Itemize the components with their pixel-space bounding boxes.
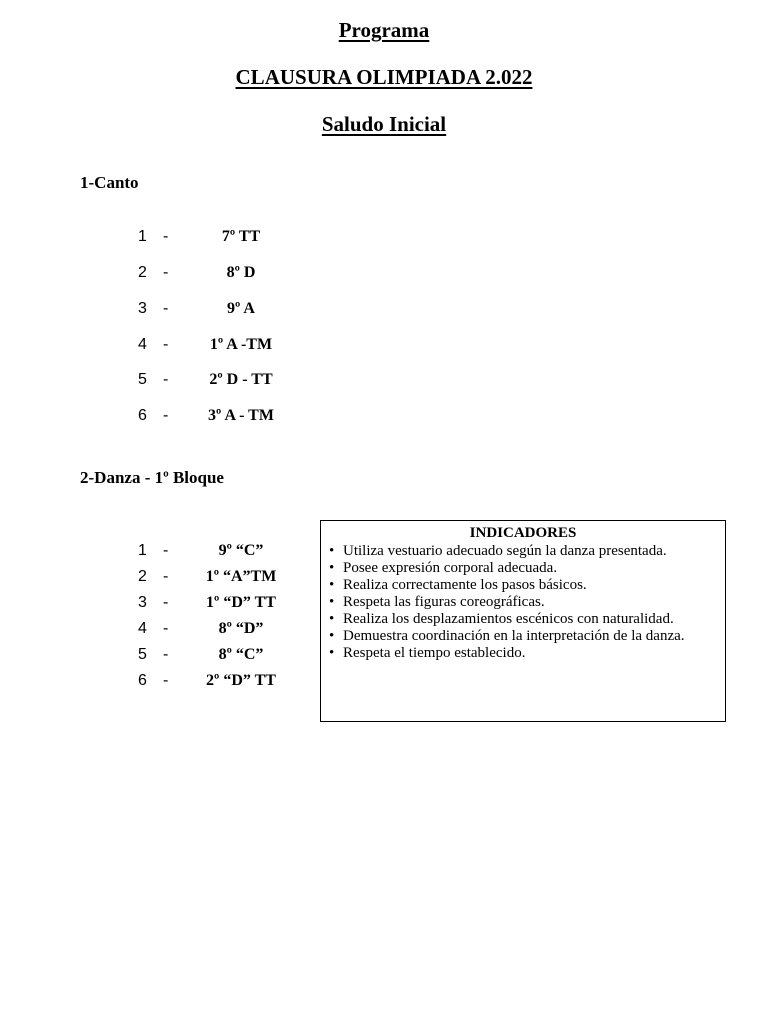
indicador-item	[329, 645, 717, 662]
page-title: Programa	[338, 18, 430, 42]
indicadores-box	[320, 520, 726, 722]
danza-item	[138, 618, 318, 640]
canto-item-label: 3º A - TM	[208, 407, 274, 424]
bullet-icon: •	[329, 594, 335, 610]
canto-item-number: 6	[138, 407, 147, 424]
indicador-text: Demuestra coordinación en la interpretación de la danza.	[343, 628, 685, 644]
danza-item-dash: -	[163, 568, 169, 585]
indicador-text: Realiza los desplazamientos escénicos con naturalidad.	[343, 611, 674, 627]
canto-item	[138, 298, 318, 320]
section-subtitle: Saludo Inicial	[321, 112, 447, 136]
indicador-text: Utiliza vestuario adecuado según la danza presentada.	[343, 543, 667, 559]
danza-item-label: 8º “D”	[218, 620, 264, 637]
danza-item	[138, 566, 318, 588]
canto-item-label: 1º A -TM	[209, 336, 273, 353]
bullet-icon: •	[329, 611, 335, 627]
danza-item-label: 2º “D” TT	[206, 672, 276, 689]
danza-item-label: 1º “A”TM	[205, 568, 277, 585]
danza-item	[138, 592, 318, 614]
canto-item-number: 2	[138, 264, 147, 281]
indicador-text: Respeta el tiempo establecido.	[343, 645, 526, 661]
canto-item	[138, 262, 318, 284]
canto-item-label: 8º D	[226, 264, 256, 281]
danza-item	[138, 540, 318, 562]
danza-item-number: 6	[138, 672, 147, 689]
canto-item-dash: -	[163, 228, 169, 245]
danza-item-dash: -	[163, 542, 169, 559]
canto-item-label: 9º A	[227, 300, 255, 317]
indicadores-list	[329, 543, 717, 662]
danza-item	[138, 670, 318, 692]
indicador-item	[329, 577, 717, 594]
canto-item-dash: -	[163, 407, 169, 424]
danza-item-number: 1	[138, 542, 147, 559]
danza-item-label: 1º “D” TT	[206, 594, 276, 611]
danza-item-label: 8º “C”	[218, 646, 264, 663]
canto-item-label: 7º TT	[221, 228, 261, 245]
danza-item-label: 9º “C”	[218, 542, 264, 559]
bullet-icon: •	[329, 628, 335, 644]
canto-item-number: 5	[138, 371, 147, 388]
canto-item-number: 3	[138, 300, 147, 317]
bullet-icon: •	[329, 543, 335, 559]
indicador-item	[329, 628, 717, 645]
bullet-icon: •	[329, 645, 335, 661]
indicador-item	[329, 594, 717, 611]
danza-item-dash: -	[163, 620, 169, 637]
canto-item-dash: -	[163, 264, 169, 281]
bullet-icon: •	[329, 577, 335, 593]
indicadores-title: INDICADORES	[469, 525, 577, 541]
canto-item	[138, 369, 318, 391]
danza-item	[138, 644, 318, 666]
canto-item-number: 1	[138, 228, 147, 245]
canto-heading: 1-Canto	[80, 173, 139, 192]
canto-item-dash: -	[163, 371, 169, 388]
danza-item-number: 5	[138, 646, 147, 663]
danza-item-number: 2	[138, 568, 147, 585]
canto-item-label: 2º D - TT	[209, 371, 273, 388]
event-title: CLAUSURA OLIMPIADA 2.022	[235, 65, 533, 89]
canto-item-dash: -	[163, 300, 169, 317]
danza-item-dash: -	[163, 672, 169, 689]
indicador-text: Posee expresión corporal adecuada.	[343, 560, 558, 576]
indicador-item	[329, 611, 717, 628]
danza-item-number: 4	[138, 620, 147, 637]
canto-item	[138, 226, 318, 248]
danza-heading: 2-Danza - 1º Bloque	[80, 468, 224, 487]
danza-item-number: 3	[138, 594, 147, 611]
indicador-item	[329, 560, 717, 577]
canto-item-dash: -	[163, 336, 169, 353]
canto-item-number: 4	[138, 336, 147, 353]
danza-item-dash: -	[163, 594, 169, 611]
canto-item	[138, 405, 318, 427]
indicador-text: Respeta las figuras coreográficas.	[343, 594, 545, 610]
bullet-icon: •	[329, 560, 335, 576]
danza-item-dash: -	[163, 646, 169, 663]
canto-item	[138, 334, 318, 356]
indicador-text: Realiza correctamente los pasos básicos.	[343, 577, 587, 593]
indicador-item	[329, 543, 717, 560]
